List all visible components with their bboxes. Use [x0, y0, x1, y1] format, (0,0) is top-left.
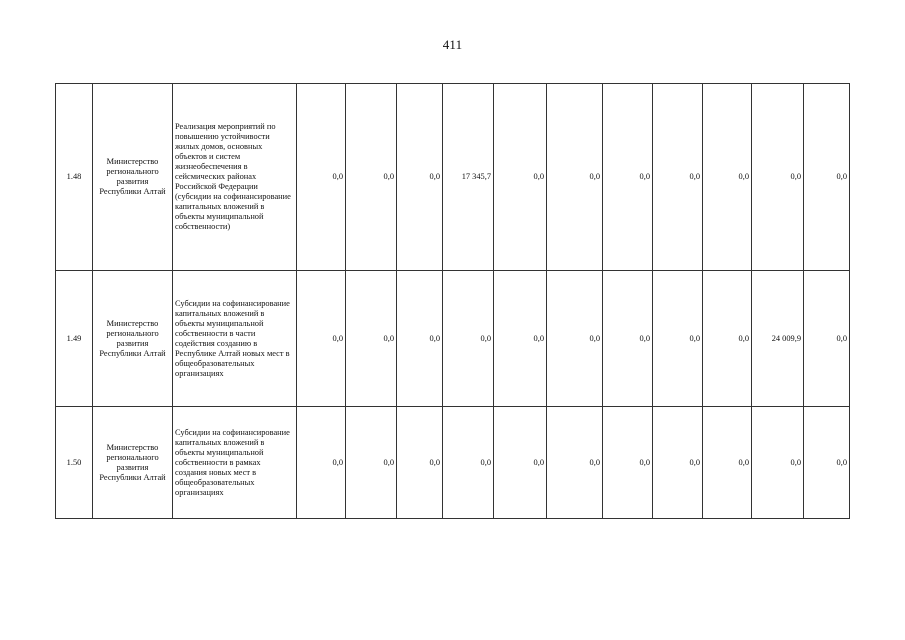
value-cell: 0,0 — [443, 271, 494, 407]
value-cell: 17 345,7 — [443, 84, 494, 271]
value-cell: 0,0 — [443, 407, 494, 519]
value-cell: 0,0 — [494, 271, 547, 407]
row-number: 1.50 — [56, 407, 93, 519]
value-cell: 0,0 — [346, 271, 397, 407]
value-cell: 24 009,9 — [752, 271, 804, 407]
value-cell: 0,0 — [804, 407, 850, 519]
table-row — [56, 407, 850, 519]
value-cell: 0,0 — [397, 84, 443, 271]
value-cell: 0,0 — [653, 84, 703, 271]
value-cell: 0,0 — [297, 271, 346, 407]
value-cell: 0,0 — [703, 271, 752, 407]
value-cell: 0,0 — [703, 407, 752, 519]
value-cell: 0,0 — [603, 271, 653, 407]
row-number: 1.48 — [56, 84, 93, 271]
value-cell: 0,0 — [397, 407, 443, 519]
value-cell: 0,0 — [494, 84, 547, 271]
value-cell: 0,0 — [494, 407, 547, 519]
value-cell: 0,0 — [297, 407, 346, 519]
value-cell: 0,0 — [752, 84, 804, 271]
value-cell: 0,0 — [547, 84, 603, 271]
row-number: 1.49 — [56, 271, 93, 407]
value-cell: 0,0 — [346, 84, 397, 271]
value-cell: 0,0 — [804, 271, 850, 407]
value-cell: 0,0 — [547, 407, 603, 519]
budget-table — [55, 83, 850, 519]
activity-description: Субсидии на софинансирование капитальных вложений в объекты муниципальной собственности в части содействия созданию в Республике Алтай новых мест в общеобразовательных организациях — [173, 271, 297, 407]
value-cell: 0,0 — [397, 271, 443, 407]
table-row — [56, 271, 850, 407]
value-cell: 0,0 — [653, 407, 703, 519]
value-cell: 0,0 — [547, 271, 603, 407]
table-row — [56, 84, 850, 271]
page-number: 411 — [442, 37, 463, 52]
value-cell: 0,0 — [703, 84, 752, 271]
value-cell: 0,0 — [297, 84, 346, 271]
responsible-organization: Министерство регионального развития Республики Алтай — [93, 271, 173, 407]
activity-description: Реализация мероприятий по повышению устойчивости жилых домов, основных объектов и систем жизнеобеспечения в сейсмических районах Российской Федерации (субсидии на софинансирование капитальных вложений в объекты муниципальной собственности) — [173, 84, 297, 271]
value-cell: 0,0 — [346, 407, 397, 519]
value-cell: 0,0 — [603, 84, 653, 271]
value-cell: 0,0 — [603, 407, 653, 519]
activity-description: Субсидии на софинансирование капитальных вложений в объекты муниципальной собственности в рамках создания новых мест в общеобразовательных организациях — [173, 407, 297, 519]
responsible-organization: Министерство регионального развития Республики Алтай — [93, 407, 173, 519]
value-cell: 0,0 — [804, 84, 850, 271]
value-cell: 0,0 — [752, 407, 804, 519]
responsible-organization: Министерство регионального развития Республики Алтай — [93, 84, 173, 271]
value-cell: 0,0 — [653, 271, 703, 407]
